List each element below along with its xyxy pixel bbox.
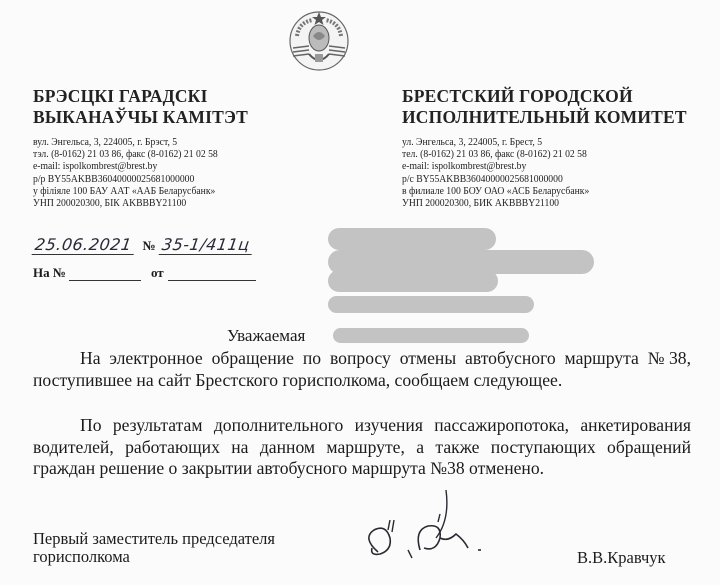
coat-of-arms-icon	[287, 8, 351, 72]
email: e-mail: ispolkombrest@brest.by	[33, 161, 158, 173]
signatory-name-text: В.В.Кравчук	[577, 548, 666, 567]
title-line: ИСПОЛНИТЕЛЬНЫЙ КОМИТЕТ	[402, 107, 687, 127]
from-label: от	[150, 265, 164, 280]
redaction-bar	[328, 296, 534, 313]
addressee-redacted	[328, 228, 608, 313]
contact-block-ru	[402, 137, 589, 210]
address: вул. Энгельса, 3, 224005, г. Брэст, 5	[33, 137, 178, 148]
bank-name: у філіяле 100 БАУ ААТ «ААБ Беларусбанк»	[33, 185, 216, 197]
in-reply-number-blank	[69, 270, 141, 281]
reference-row	[33, 229, 252, 255]
title-line: БРЭСЦКІ ГАРАДСКІ	[33, 86, 208, 106]
bank-name: в филиале 100 БОУ ОАО «АСБ Беларусбанк»	[402, 185, 590, 197]
redaction-bar	[328, 270, 498, 292]
paragraph-text: На электронное обращение по вопросу отмены автобусного маршрута №38, поступившее на сайт Брестского горисполкома, сообщаем следующее.	[33, 348, 691, 390]
address: ул. Энгельса, 3, 224005, г. Брест, 5	[402, 137, 543, 148]
letterhead-title-be	[33, 86, 248, 128]
salutation-text: Уважаемая	[227, 326, 306, 345]
salutation-name-redacted	[333, 328, 529, 343]
in-reply-label: На №	[33, 265, 66, 280]
salutation	[227, 326, 305, 346]
bank-account: р/р BY55AKBB36040000025681000000	[33, 173, 195, 185]
signatory-name	[577, 548, 666, 568]
paragraph-text: По результатам дополнительного изучения пассажиропотока, анкетирования водителей, работающих на данном маршруте, а также поступающих обращений граждан решение о закрытии автобусного маршрута №38 отменено.	[33, 415, 691, 478]
phone: тэл. (8-0162) 21 03 86, факс (8-0162) 21 02 58	[33, 149, 218, 161]
in-reply-row	[33, 265, 256, 281]
body-paragraph-1	[33, 348, 691, 391]
tax-ids: УНП 200020300, БІК AKBBBY21100	[33, 198, 187, 210]
position-line: горисполкома	[33, 547, 130, 566]
title-line: ВЫКАНАЎЧЫ КАМІТЭТ	[33, 107, 248, 127]
number-label: №	[142, 238, 156, 253]
redaction-bar	[328, 228, 496, 250]
contact-block-be	[33, 137, 218, 210]
handwritten-signature-icon	[360, 490, 500, 580]
position-line: Первый заместитель председателя	[33, 529, 275, 548]
letter-number: 35-1/411ц	[158, 235, 253, 255]
letterhead-title-ru	[402, 86, 687, 128]
from-date-blank	[168, 270, 256, 281]
title-line: БРЕСТСКИЙ ГОРОДСКОЙ	[402, 86, 633, 106]
signatory-position	[33, 530, 275, 566]
email: e-mail: ispolkombrest@brest.by	[402, 161, 527, 173]
body-paragraph-2	[33, 415, 691, 480]
bank-account: р/с BY55AKBB36040000025681000000	[402, 173, 563, 185]
tax-ids: УНП 200020300, БИК AKBBBY21100	[402, 198, 559, 210]
phone: тел. (8-0162) 21 03 86, факс (8-0162) 21 02 58	[402, 149, 587, 161]
letter-date: 25.06.2021	[32, 235, 136, 255]
